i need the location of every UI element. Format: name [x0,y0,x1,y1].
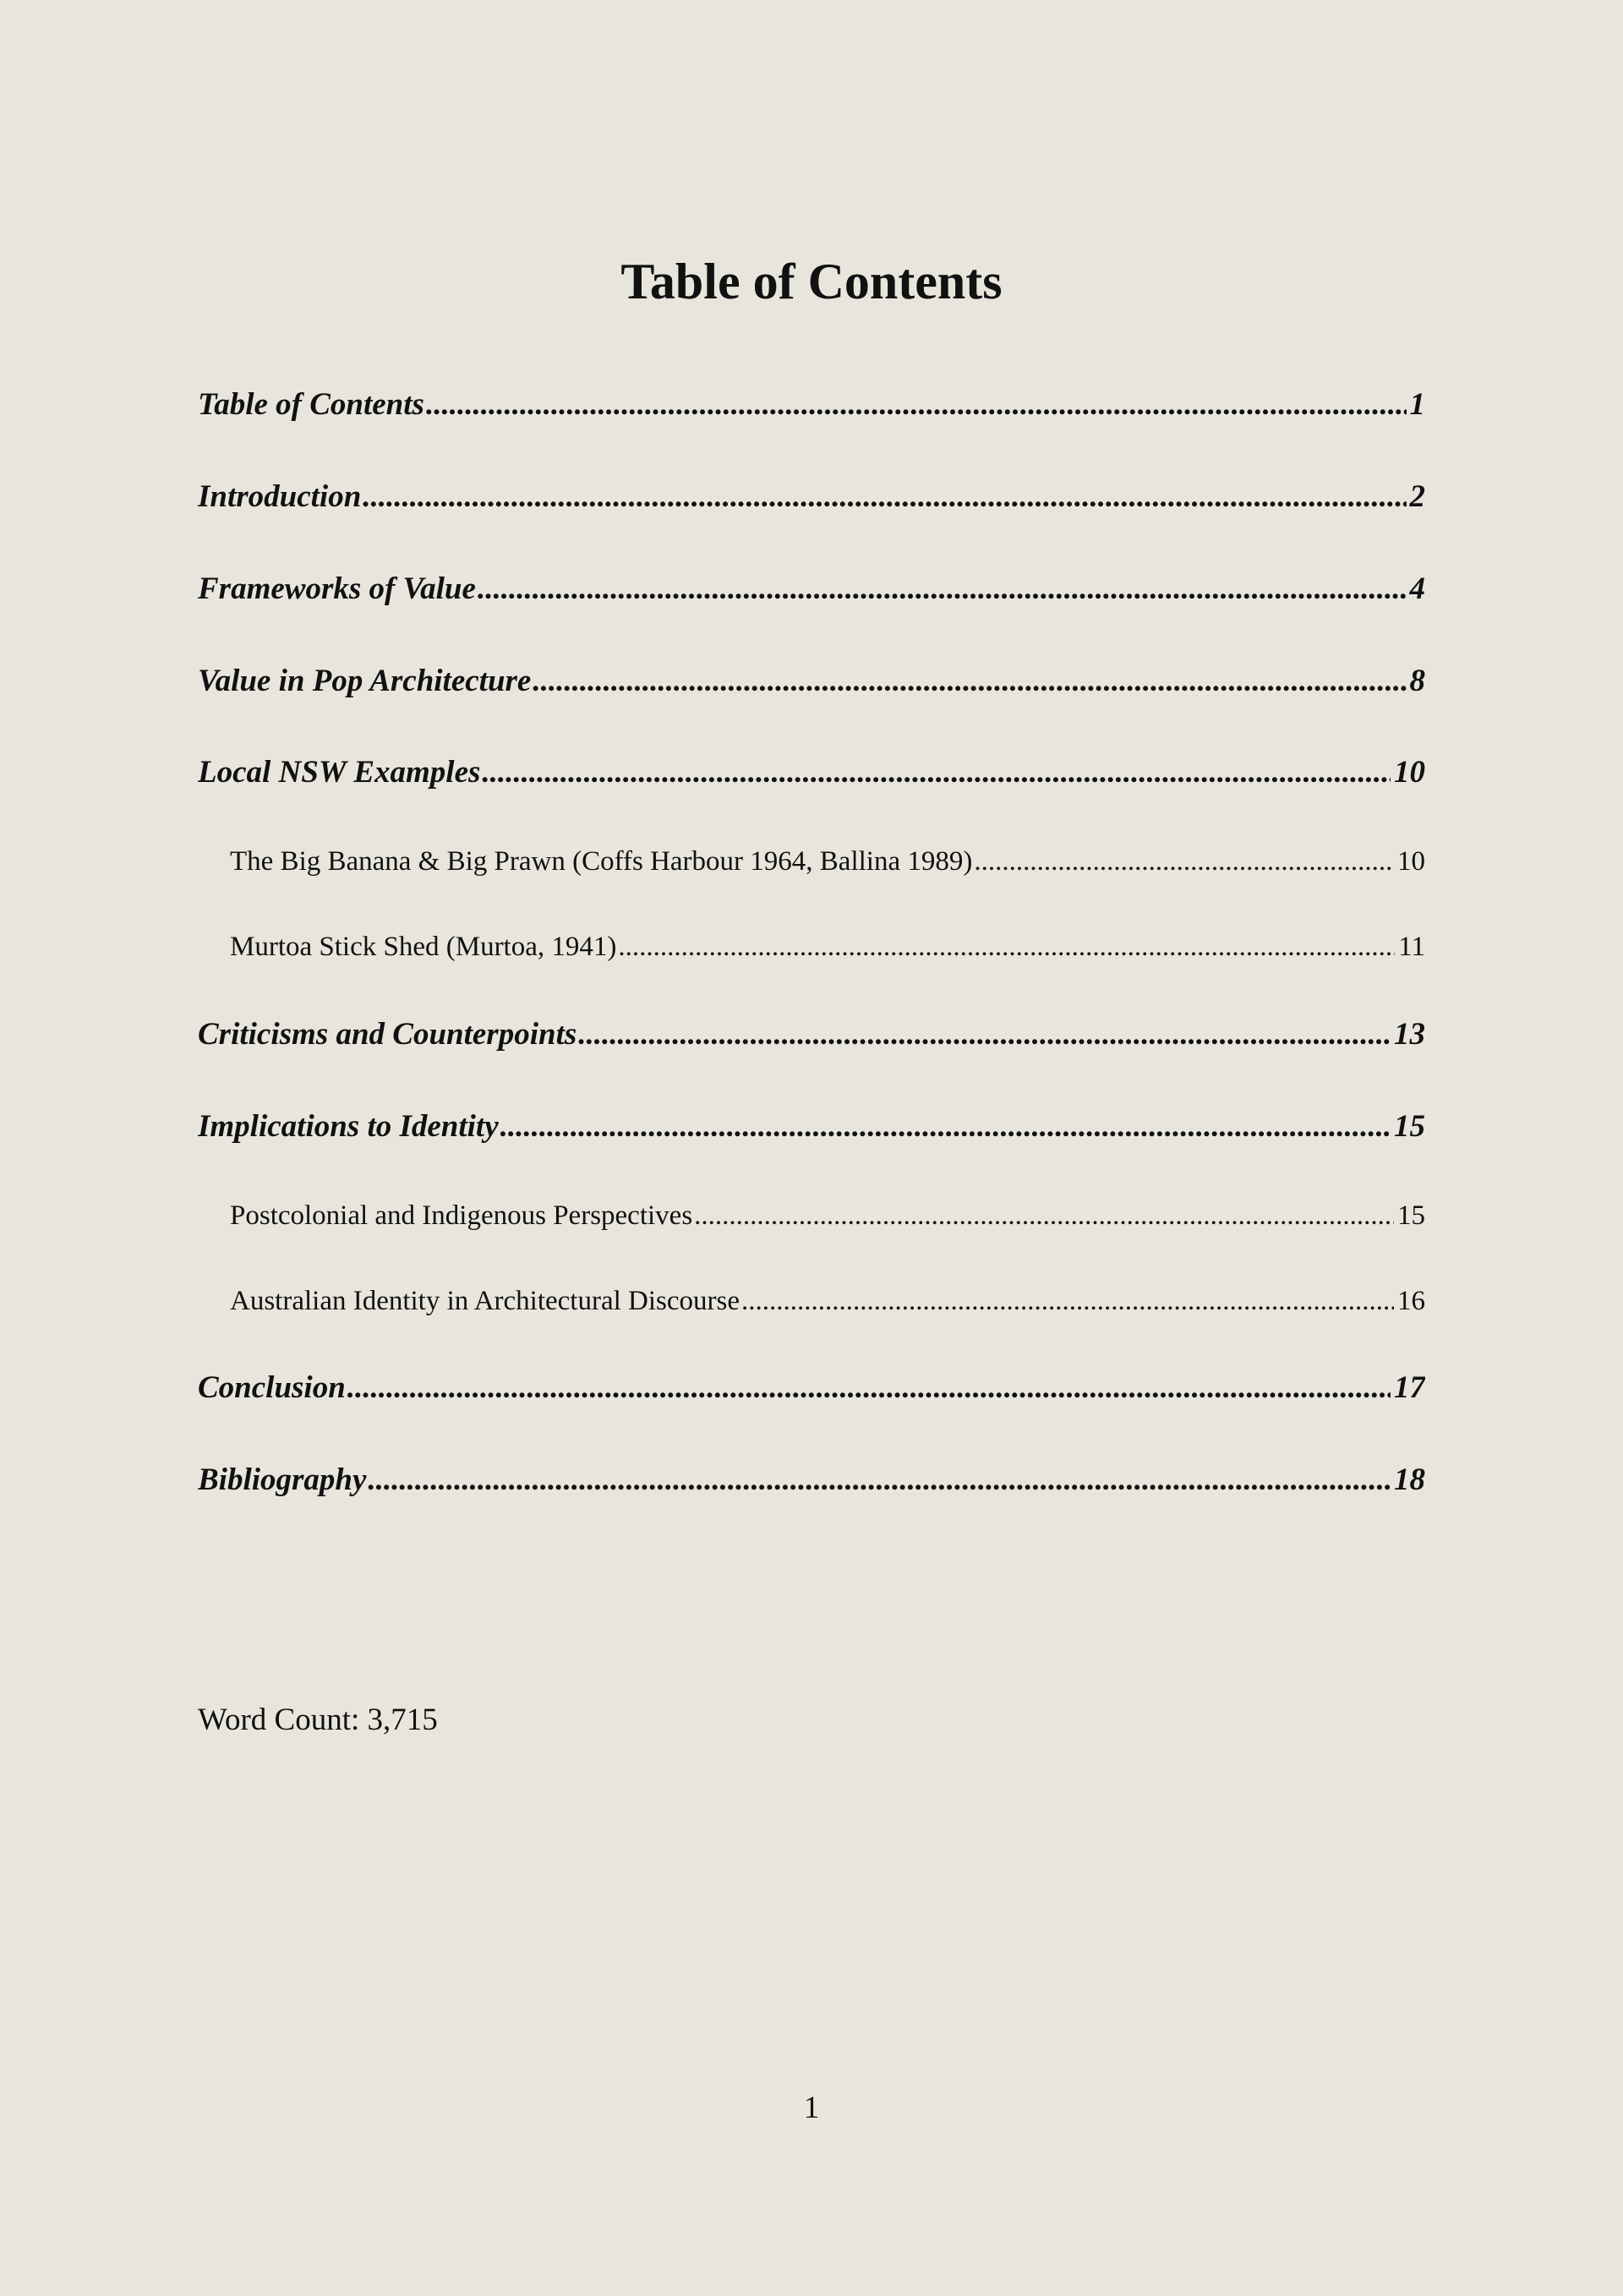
toc-entry-page: 13 [1394,1017,1425,1052]
toc-entry-local-nsw-examples[interactable] [198,754,1425,791]
toc-entry-implications-to-identity[interactable] [198,1108,1425,1145]
toc-entry-page: 11 [1398,932,1425,962]
toc-entry-label: Table of Contents [198,387,424,422]
toc-entry-criticisms-and-counterpoints[interactable] [198,1016,1425,1053]
toc-leader-dots [741,1284,1394,1318]
toc-entry-page: 1 [1409,387,1425,422]
toc-entry-bibliography[interactable] [198,1462,1425,1499]
toc-leader-dots [578,1016,1391,1053]
word-count: Word Count: 3,715 [198,1703,438,1737]
toc-entry-page: 10 [1394,755,1425,790]
toc-leader-dots [368,1462,1391,1499]
toc-entry-conclusion[interactable] [198,1369,1425,1407]
toc-leader-dots [426,386,1407,424]
toc-entry-label: Local NSW Examples [198,755,481,790]
toc-entry-label: Criticisms and Counterpoints [198,1017,577,1052]
toc-entry-big-banana-big-prawn[interactable] [230,845,1425,878]
toc-entry-page: 10 [1397,846,1425,877]
toc-entry-label: Bibliography [198,1462,367,1497]
toc-entry-page: 8 [1409,664,1425,698]
toc-entry-table-of-contents[interactable] [198,386,1425,424]
toc-entry-australian-identity[interactable] [230,1284,1425,1318]
toc-entry-label: Introduction [198,479,362,514]
toc-entry-label: The Big Banana & Big Prawn (Coffs Harbour 1964, Ballina 1989) [230,846,973,877]
toc-entry-page: 15 [1394,1109,1425,1144]
toc-leader-dots [363,478,1406,516]
toc-entry-label: Frameworks of Value [198,571,476,606]
toc-entry-introduction[interactable] [198,478,1425,516]
toc-entry-page: 17 [1394,1370,1425,1405]
toc-entry-murtoa-stick-shed[interactable] [230,930,1425,964]
toc-leader-dots [618,930,1395,964]
toc-entry-label: Conclusion [198,1370,346,1405]
toc-entry-frameworks-of-value[interactable] [198,571,1425,608]
toc-entry-label: Postcolonial and Indigenous Perspectives [230,1200,693,1231]
toc-entry-label: Murtoa Stick Shed (Murtoa, 1941) [230,932,617,962]
toc-entry-label: Australian Identity in Architectural Discourse [230,1286,740,1316]
page-title: Table of Contents [620,254,1003,309]
toc-entry-postcolonial-indigenous[interactable] [230,1199,1425,1233]
page-number: 1 [803,2091,820,2125]
toc-leader-dots [694,1199,1394,1233]
toc-leader-dots [478,571,1407,608]
toc-entry-page: 16 [1397,1286,1425,1316]
toc-leader-dots [974,845,1394,878]
toc-entry-page: 4 [1409,571,1425,606]
toc-entry-label: Value in Pop Architecture [198,664,532,698]
toc-leader-dots [347,1369,1391,1407]
toc-entry-page: 2 [1409,479,1425,514]
toc-entry-value-in-pop-architecture[interactable] [198,663,1425,700]
toc-leader-dots [500,1108,1391,1145]
toc-entry-page: 18 [1394,1462,1425,1497]
toc-leader-dots [533,663,1406,700]
toc-entry-page: 15 [1397,1200,1425,1231]
toc-leader-dots [482,754,1391,791]
toc-entry-label: Implications to Identity [198,1109,499,1144]
